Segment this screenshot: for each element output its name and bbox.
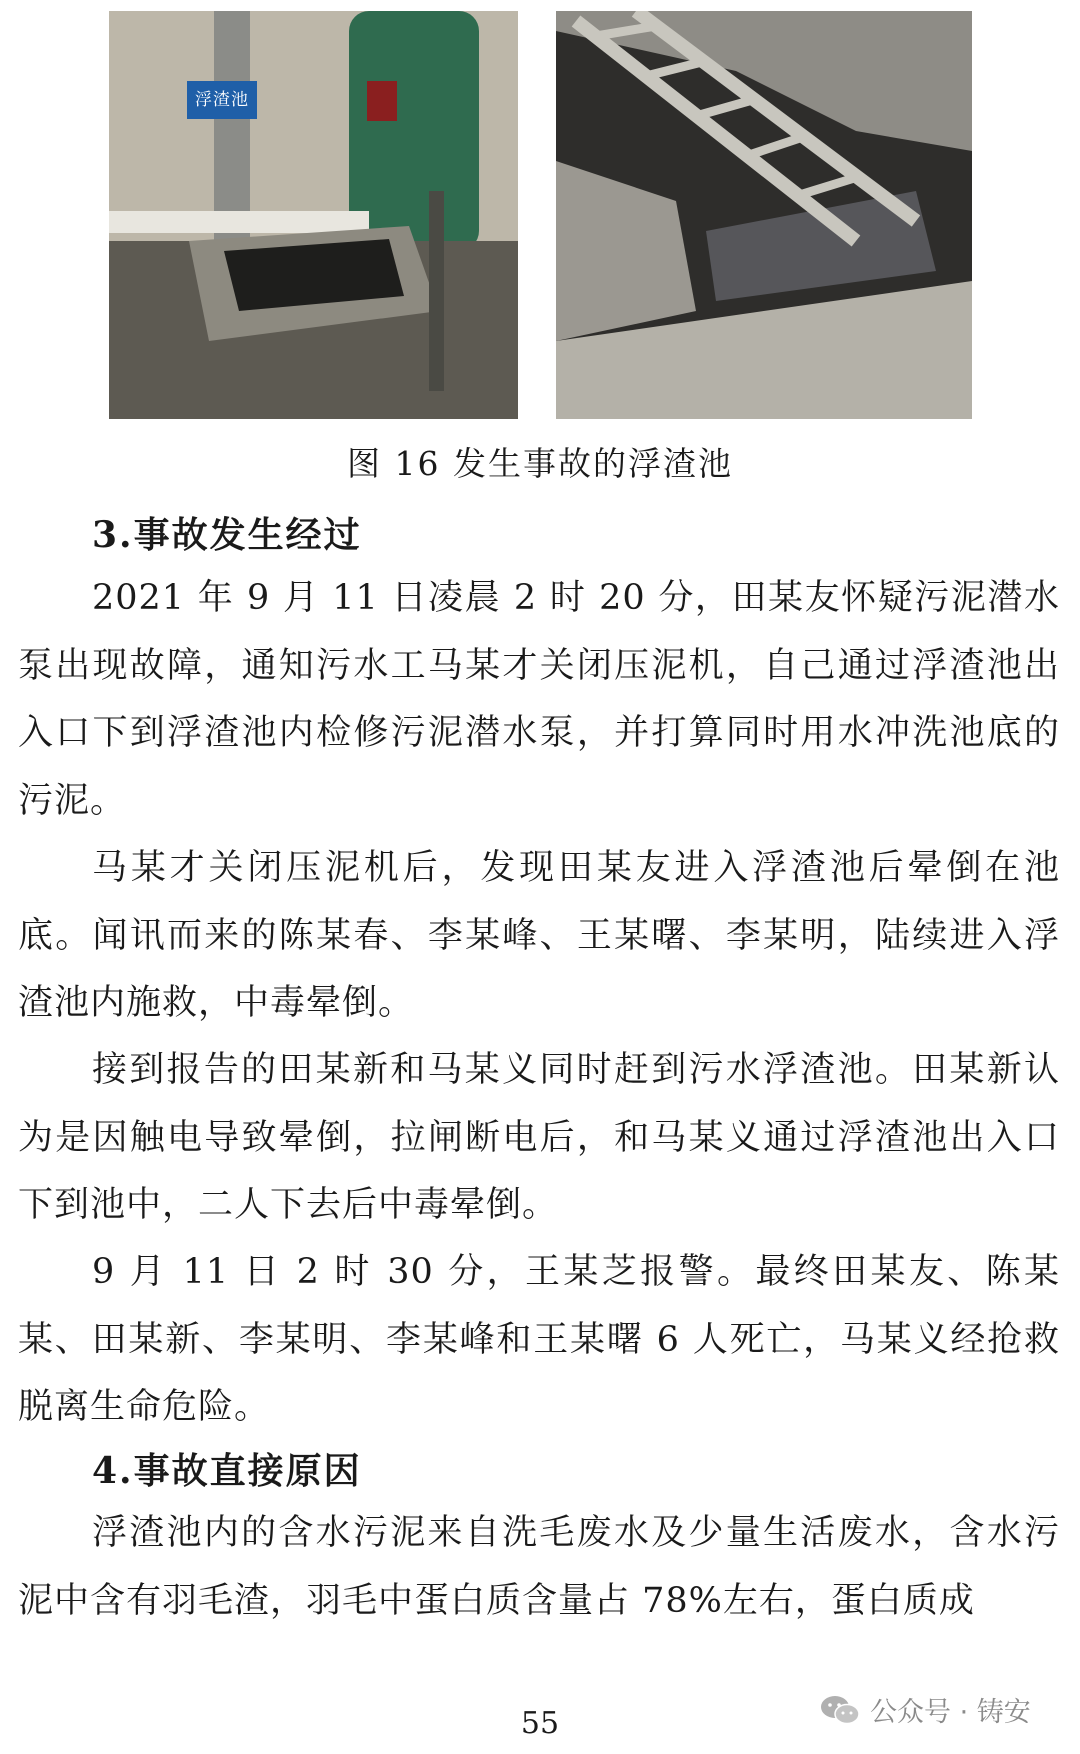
paragraph: 马某才关闭压泥机后，发现田某友进入浮渣池后晕倒在池底。闻讯而来的陈某春、李某峰、王某曙、李某明，陆续进入浮渣池内施救，中毒晕倒。 (18, 848, 1060, 1023)
paragraph: 浮渣池内的含水污泥来自洗毛废水及少量生活废水，含水污泥中含有羽毛渣，羽毛中蛋白质含量占 78%左右，蛋白质成 (18, 1513, 1060, 1621)
wechat-watermark (820, 1690, 1031, 1729)
section-heading-accident-process: 3.事故发生经过 (92, 514, 362, 556)
scum-tank-sign: 浮渣池 (187, 81, 257, 119)
paragraph: 接到报告的田某新和马某义同时赶到污水浮渣池。田某新认为是因触电导致晕倒，拉闸断电后，和马某义通过浮渣池出入口下到池中，二人下去后中毒晕倒。 (18, 1050, 1060, 1225)
photo-scum-tank-interior (556, 11, 972, 419)
section-heading-direct-cause: 4.事故直接原因 (92, 1450, 362, 1492)
watermark-text: 公众号 · 铸安 (870, 1697, 1031, 1728)
wechat-icon (820, 1694, 860, 1726)
paragraph: 9 月 11 日 2 时 30 分，王某芝报警。最终田某友、陈某某、田某新、李某明、李某峰和王某曙 6 人死亡，马某义经抢救脱离生命危险。 (18, 1252, 1060, 1427)
page-number: 55 (520, 1706, 560, 1741)
figure-caption: 图 16 发生事故的浮渣池 (347, 444, 733, 483)
scum-tank-interior-illustration (556, 11, 972, 419)
photo-scum-tank-exterior (109, 11, 518, 419)
scum-tank-exterior-illustration (109, 11, 518, 419)
paragraph: 2021 年 9 月 11 日凌晨 2 时 20 分，田某友怀疑污泥潜水泵出现故障，通知污水工马某才关闭压泥机，自己通过浮渣池出入口下到浮渣池内检修污泥潜水泵，并打算同时用水冲洗池底的污泥。 (18, 578, 1060, 821)
